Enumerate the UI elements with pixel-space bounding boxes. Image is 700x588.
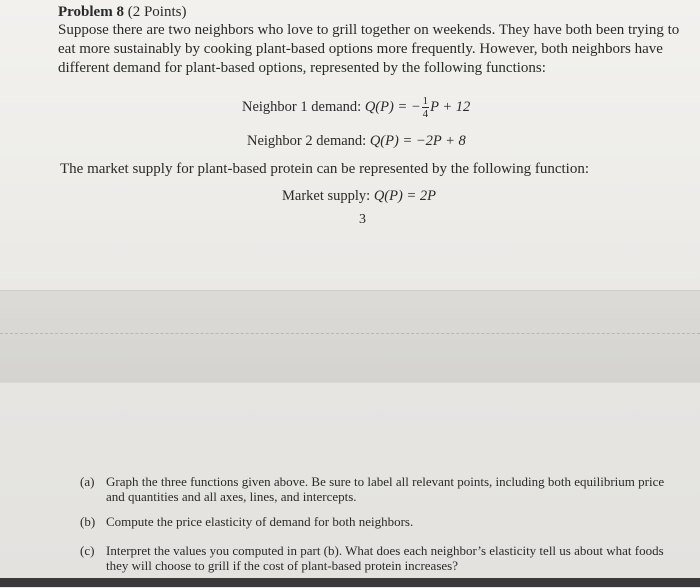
question-part-a: [80, 474, 680, 504]
neighbor1-demand: [242, 95, 470, 120]
page-break-band: [0, 290, 700, 383]
neighbor2-label: Neighbor 2 demand:: [247, 133, 367, 149]
part-text: Graph the three functions given above. Be sure to label all relevant points, including both equilibrium price and quantities and all axes, lines, and intercepts.: [106, 474, 665, 504]
supply-expr: Q(P) = 2P: [373, 188, 436, 204]
part-label: (c): [80, 543, 95, 558]
question-part-b: [80, 514, 680, 529]
page-break-line: [0, 333, 700, 334]
supply-intro: The market supply for plant-based protein can be represented by the following function:: [60, 161, 589, 177]
neighbor1-fraction: [422, 95, 430, 120]
part-text: Compute the price elasticity of demand for both neighbors.: [106, 514, 414, 529]
market-supply: [282, 188, 436, 205]
neighbor2-expr: Q(P) = −2P + 8: [369, 133, 466, 149]
problem-points: (2 Points): [127, 4, 187, 20]
question-part-c: [80, 543, 680, 573]
problem-title: [58, 4, 186, 21]
bottom-edge-bar: [0, 578, 700, 587]
neighbor1-label: Neighbor 1 demand:: [242, 98, 362, 115]
problem-heading: Problem 8: [58, 4, 124, 20]
fraction-numerator: 1: [422, 95, 429, 107]
part-text: Interpret the values you computed in part (b). What does each neighbor’s elasticity tell us about what foods they will choose to grill if the cost of plant-based protein increases?: [106, 543, 664, 573]
fraction-denominator: 4: [422, 108, 429, 120]
neighbor1-rhs: P + 12: [430, 98, 471, 115]
problem-intro: Suppose there are two neighbors who love to grill together on weekends. They have both been trying to eat more sustainably by cooking plant-based options more frequently. However, both neighbors have different demand for plant-based options, represented by the following functions:: [58, 22, 680, 76]
neighbor1-lhs: Q(P) = −: [364, 98, 421, 115]
neighbor2-demand: [247, 133, 466, 150]
part-label: (b): [80, 514, 96, 529]
page-number: 3: [359, 212, 366, 227]
supply-label: Market supply:: [282, 188, 371, 204]
part-label: (a): [80, 474, 95, 489]
